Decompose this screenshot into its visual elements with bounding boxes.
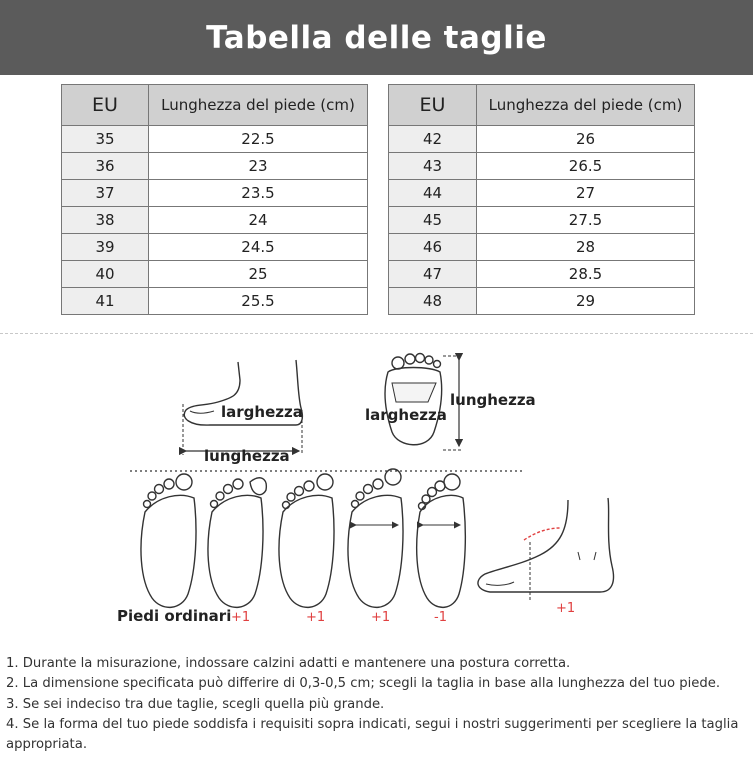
table-row (62, 180, 368, 207)
eu-size-cell: 39 (62, 234, 149, 261)
header-length: Lunghezza del piede (cm) (149, 85, 368, 126)
eu-size-cell: 36 (62, 153, 149, 180)
eu-size-cell: 41 (62, 288, 149, 315)
foot-outline-1 (141, 474, 196, 607)
table-row (389, 153, 695, 180)
table-row (62, 288, 368, 315)
foot-outline-4 (348, 469, 403, 607)
table-row (62, 207, 368, 234)
foot-outline-3 (279, 474, 334, 607)
table-row (62, 126, 368, 153)
table-row (62, 261, 368, 288)
eu-size-cell: 48 (389, 288, 477, 315)
foot-high-instep-view (478, 498, 614, 600)
foot-length-cell: 28.5 (477, 261, 695, 288)
note-item: 2. La dimensione specificata può differire di 0,3-0,5 cm; scegli la taglia in base alla lunghezza del tuo piede. (6, 676, 721, 692)
foot-length-cell: 25 (149, 261, 368, 288)
foot-outline-5 (417, 474, 466, 607)
header-eu: EU (389, 85, 477, 126)
foot-length-cell: 23 (149, 153, 368, 180)
table-row (62, 234, 368, 261)
header-eu: EU (62, 85, 149, 126)
table-row (389, 288, 695, 315)
foot-length-cell: 24.5 (149, 234, 368, 261)
table-row (389, 234, 695, 261)
header-length: Lunghezza del piede (cm) (477, 85, 695, 126)
eu-size-cell: 44 (389, 180, 477, 207)
measurement-notes (6, 654, 751, 755)
title-banner (0, 0, 753, 75)
adjustment-label-1: +1 (231, 610, 251, 625)
ordinary-feet-label: Piedi ordinari (117, 607, 232, 625)
note-item: 1. Durante la misurazione, indossare calzini adatti e mantenere una postura corretta. (6, 656, 571, 671)
table-row (389, 207, 695, 234)
adjustment-label-3: +1 (371, 610, 391, 625)
foot-measurement-illustration (0, 338, 753, 638)
table-row (389, 126, 695, 153)
adjustment-label-5: +1 (556, 601, 576, 616)
top-width-label: larghezza (365, 406, 447, 424)
adjustment-label-4: -1 (434, 610, 447, 625)
foot-length-cell: 25.5 (149, 288, 368, 315)
foot-length-cell: 27 (477, 180, 695, 207)
table-row (389, 261, 695, 288)
eu-size-cell: 38 (62, 207, 149, 234)
table-row (62, 153, 368, 180)
eu-size-cell: 45 (389, 207, 477, 234)
eu-size-cell: 43 (389, 153, 477, 180)
table-row (389, 180, 695, 207)
side-length-label: lunghezza (204, 447, 290, 465)
table-header-row (62, 85, 368, 126)
note-item: 3. Se sei indeciso tra due taglie, scegli quella più grande. (6, 696, 385, 712)
note-item: 4. Se la forma del tuo piede soddisfa i requisiti sopra indicati, segui i nostri suggerimenti per scegliere la taglia appropriata. (6, 716, 739, 753)
eu-size-cell: 42 (389, 126, 477, 153)
foot-length-cell: 27.5 (477, 207, 695, 234)
page-title: Tabella delle taglie (206, 19, 547, 56)
size-table-right (388, 84, 695, 315)
adjustment-label-2: +1 (306, 610, 326, 625)
eu-size-cell: 46 (389, 234, 477, 261)
eu-size-cell: 35 (62, 126, 149, 153)
side-width-label: larghezza (221, 403, 303, 421)
table-header-row (389, 85, 695, 126)
size-table-left (61, 84, 368, 315)
foot-length-cell: 29 (477, 288, 695, 315)
foot-length-cell: 26.5 (477, 153, 695, 180)
foot-length-cell: 28 (477, 234, 695, 261)
section-divider (0, 333, 753, 334)
top-length-label: lunghezza (450, 391, 536, 409)
foot-outline-2 (208, 478, 266, 608)
eu-size-cell: 47 (389, 261, 477, 288)
foot-length-cell: 26 (477, 126, 695, 153)
foot-length-cell: 22.5 (149, 126, 368, 153)
eu-size-cell: 37 (62, 180, 149, 207)
foot-length-cell: 24 (149, 207, 368, 234)
foot-length-cell: 23.5 (149, 180, 368, 207)
eu-size-cell: 40 (62, 261, 149, 288)
